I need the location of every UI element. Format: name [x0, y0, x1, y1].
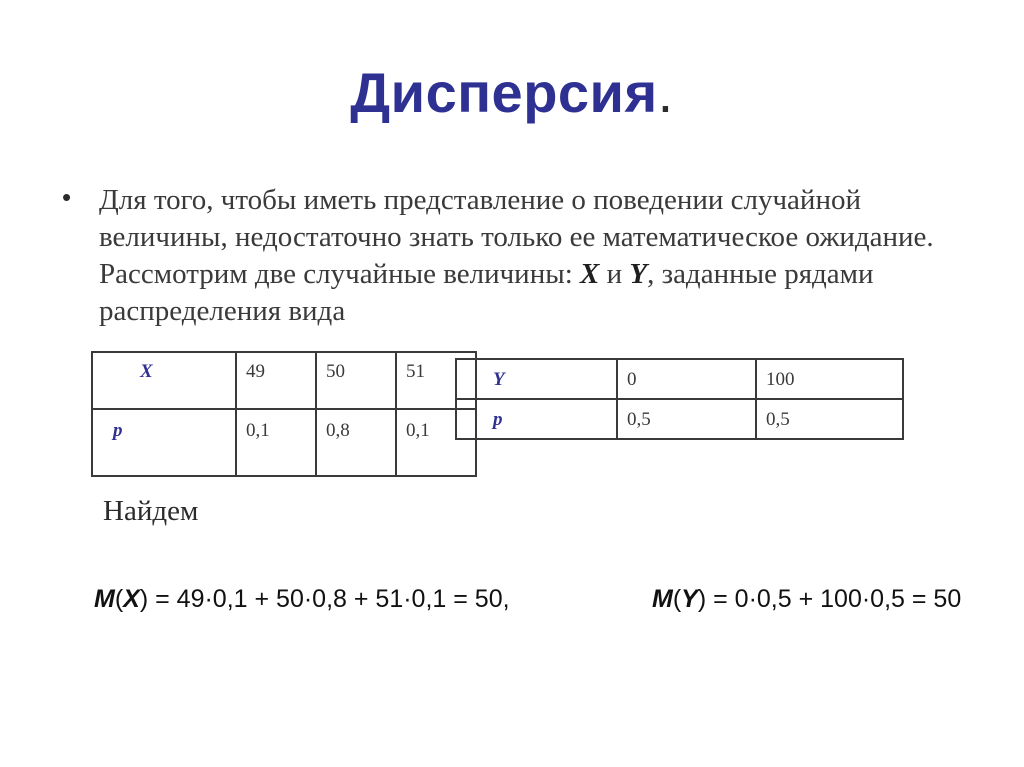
table-x-value-row — [92, 352, 476, 409]
formula-y-rhs: = 0·0,5 + 100·0,5 = 50 — [706, 585, 962, 613]
table-x-cell: 0,8 — [316, 409, 396, 476]
formula-expectation-x — [94, 585, 510, 614]
table-y-cell: 0,5 — [756, 399, 903, 439]
variable-y: Y — [629, 258, 648, 290]
table-x-cell: 49 — [236, 352, 316, 409]
formula-x-rhs: = 49·0,1 + 50·0,8 + 51·0,1 = 50, — [148, 585, 510, 613]
table-x-cell: 50 — [316, 352, 396, 409]
distribution-table-y — [455, 358, 904, 440]
formula-y-close-paren: ) — [697, 585, 707, 613]
table-y-value-row — [456, 359, 903, 399]
bullet-paragraph — [99, 182, 959, 330]
formula-y-open-paren: ( — [672, 585, 682, 613]
formula-expectation-y — [652, 585, 961, 614]
table-y-cell: 0 — [617, 359, 756, 399]
slide-title-dot: . — [657, 61, 674, 124]
table-x-prob-row — [92, 409, 476, 476]
table-y-cell: 0,5 — [617, 399, 756, 439]
table-y-cell: 100 — [756, 359, 903, 399]
table-x-header-cell: X — [92, 352, 236, 409]
paragraph-text-part1: Для того, чтобы иметь представление о поведении случайной величины, недостаточно знать только ее математическое ожидание. Рассмотрим две случайные величины: — [99, 184, 934, 290]
slide-title — [0, 60, 1024, 125]
table-x-prob-header-cell: p — [92, 409, 236, 476]
paragraph-conjunction: и — [599, 258, 630, 290]
find-label: Найдем — [103, 495, 199, 527]
formula-x-open-paren: ( — [114, 585, 124, 613]
table-y-header-cell: Y — [456, 359, 617, 399]
table-y-prob-row — [456, 399, 903, 439]
table-y-prob-header-cell: p — [456, 399, 617, 439]
slide-title-text: Дисперсия — [350, 61, 658, 124]
table-x-cell: 51 — [396, 352, 476, 409]
formula-x-function: M — [94, 585, 115, 613]
formula-x-close-paren: ) — [139, 585, 149, 613]
formula-y-function: M — [652, 585, 673, 613]
variable-x: X — [580, 258, 600, 290]
distribution-table-x — [91, 351, 477, 477]
paragraph-text-part2: , заданные рядами распределения вида — [99, 258, 874, 327]
bullet-icon: • — [62, 182, 72, 212]
table-x-cell: 0,1 — [396, 409, 476, 476]
formula-x-argument: X — [123, 585, 140, 613]
formula-y-argument: Y — [681, 585, 698, 613]
table-x-cell: 0,1 — [236, 409, 316, 476]
